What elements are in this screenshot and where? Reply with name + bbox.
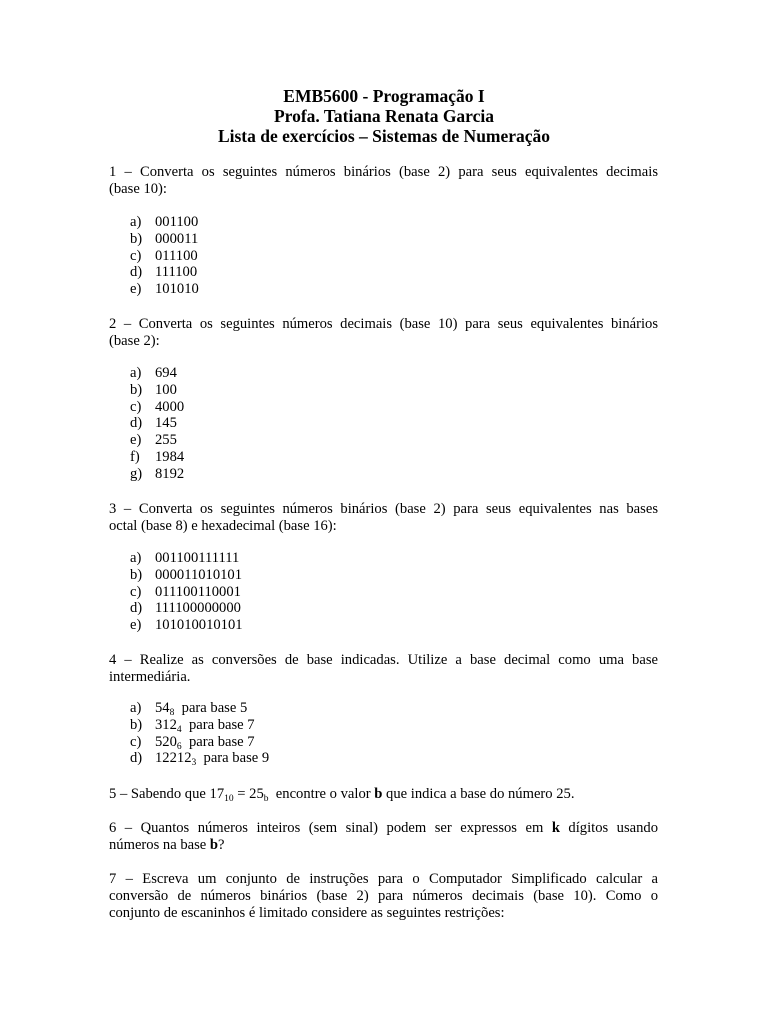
item-label: a) (130, 550, 142, 566)
question-5 (109, 786, 658, 803)
item-label: d) (130, 264, 143, 281)
list-item (130, 231, 199, 248)
list-item (130, 432, 184, 449)
question-4-line-1: 4 – Realize as conversões de base indicadas. Utilize a base decimal como uma base (109, 652, 658, 668)
list-item (130, 717, 269, 734)
item-label: d) (130, 415, 143, 432)
item-number: 54 (155, 700, 170, 716)
item-value: 4000 (155, 398, 185, 415)
item-value: 255 (155, 432, 177, 449)
question-3 (109, 501, 658, 535)
question-4 (109, 652, 658, 686)
item-value: 100 (155, 381, 177, 398)
list-item (130, 750, 269, 767)
list-item (130, 365, 184, 382)
item-label: g) (130, 465, 143, 482)
list-item (130, 399, 184, 416)
q6-line2-suffix: ? (218, 837, 225, 853)
item-value: 101010 (155, 281, 199, 298)
question-7-line-1: 7 – Escreva um conjunto de instruções para o Computador Simplificado calcular a (109, 871, 658, 887)
list-item (130, 584, 243, 601)
item-label: e) (130, 617, 142, 634)
q5-bold-b: b (374, 786, 383, 802)
list-item (130, 734, 269, 751)
item-value: 000011 (155, 230, 199, 247)
exercise-list-title: Lista de exercícios – Sistemas de Numeração (217, 126, 551, 146)
list-item (130, 264, 199, 281)
q5-after: encontre o valor (268, 786, 375, 802)
question-3-line-1: 3 – Converta os seguintes números binários (base 2) para seus equivalentes nas bases (109, 501, 658, 517)
question-2-line-2: (base 2): (109, 333, 160, 349)
question-7 (109, 871, 658, 922)
item-label: b) (130, 381, 143, 398)
item-label: a) (130, 700, 142, 716)
list-item (130, 600, 243, 617)
question-3-line-2: octal (base 8) e hexadecimal (base 16): (109, 518, 337, 534)
q5-end: que indica a base do número 25. (382, 786, 575, 802)
list-item (130, 449, 184, 466)
item-value: 1984 (155, 448, 185, 465)
item-label: d) (130, 750, 143, 767)
item-number: 12212 (155, 750, 192, 767)
item-value: 694 (155, 365, 177, 381)
item-value: 011100110001 (155, 583, 241, 600)
list-item (130, 700, 269, 717)
item-label: c) (130, 583, 142, 600)
list-item (130, 567, 243, 584)
item-value: 101010010101 (155, 617, 243, 634)
list-item (130, 382, 184, 399)
item-label: c) (130, 398, 142, 415)
item-label: c) (130, 247, 142, 264)
item-label: a) (130, 365, 142, 381)
document-header (0, 86, 768, 146)
item-value: 8192 (155, 465, 185, 482)
item-label: c) (130, 733, 142, 750)
item-label: a) (130, 214, 142, 230)
q5-subscript-2: b (263, 794, 269, 804)
q6-bold-b: b (209, 837, 219, 853)
item-base-subscript: 3 (191, 758, 197, 769)
question-6 (109, 820, 658, 854)
item-value: 001100 (155, 214, 199, 230)
question-2-line-1: 2 – Converta os seguintes números decimais (base 10) para seus equivalentes binários (109, 316, 658, 332)
professor-name: Profa. Tatiana Renata Garcia (273, 106, 495, 126)
item-label: e) (130, 432, 142, 449)
question-2 (109, 316, 658, 350)
question-6-line-1 (109, 820, 658, 837)
q6-line2-prefix: números na base (109, 837, 210, 853)
question-3-items (130, 550, 243, 634)
list-item (130, 415, 184, 432)
question-4-items (130, 700, 269, 767)
item-number: 312 (155, 716, 177, 733)
item-base-subscript: 8 (169, 708, 175, 718)
list-item (130, 248, 199, 265)
question-7-line-2: conversão de números binários (base 2) para números decimais (base 10). Como o (109, 888, 658, 904)
list-item (130, 281, 199, 298)
item-target: para base 7 (181, 733, 255, 750)
item-label: d) (130, 600, 143, 617)
question-1 (109, 164, 658, 198)
item-label: b) (130, 566, 143, 583)
question-1-line-2: (base 10): (109, 181, 167, 197)
list-item (130, 214, 199, 231)
item-value: 011100 (155, 247, 198, 264)
list-item (130, 550, 243, 567)
item-value: 000011010101 (155, 566, 243, 583)
item-label: b) (130, 230, 143, 247)
question-1-items (130, 214, 199, 298)
item-base-subscript: 6 (176, 741, 182, 752)
question-2-items (130, 365, 184, 483)
q5-prefix: 5 – Sabendo que 17 (109, 786, 225, 802)
item-target: para base 5 (174, 700, 248, 716)
q6-bold-k: k (551, 820, 560, 836)
item-value: 111100 (155, 264, 198, 281)
item-value: 001100111111 (155, 550, 240, 566)
q5-middle: = 25 (233, 786, 264, 802)
list-item (130, 466, 184, 483)
q6-line1-suffix: dígitos usando (559, 820, 659, 836)
q5-subscript-1: 10 (224, 794, 234, 804)
item-label: b) (130, 716, 143, 733)
item-label: f) (130, 448, 140, 465)
item-value: 145 (155, 415, 177, 432)
question-5-line (109, 786, 658, 803)
item-target: para base 9 (196, 750, 270, 767)
question-1-line-1: 1 – Converta os seguintes números binários (base 2) para seus equivalentes decimais (109, 164, 658, 180)
item-number: 520 (155, 733, 177, 750)
question-6-line-2 (109, 837, 658, 854)
course-title: EMB5600 - Programação I (283, 86, 485, 106)
question-7-line-3: conjunto de escaninhos é limitado considere as seguintes restrições: (109, 905, 505, 921)
item-label: e) (130, 281, 142, 298)
item-base-subscript: 4 (176, 724, 182, 735)
question-4-line-2: intermediária. (109, 669, 191, 685)
item-target: para base 7 (181, 716, 255, 733)
item-value: 111100000000 (155, 600, 241, 617)
q6-line1-prefix: 6 – Quantos números inteiros (sem sinal) podem ser expressos em (109, 820, 552, 836)
list-item (130, 617, 243, 634)
